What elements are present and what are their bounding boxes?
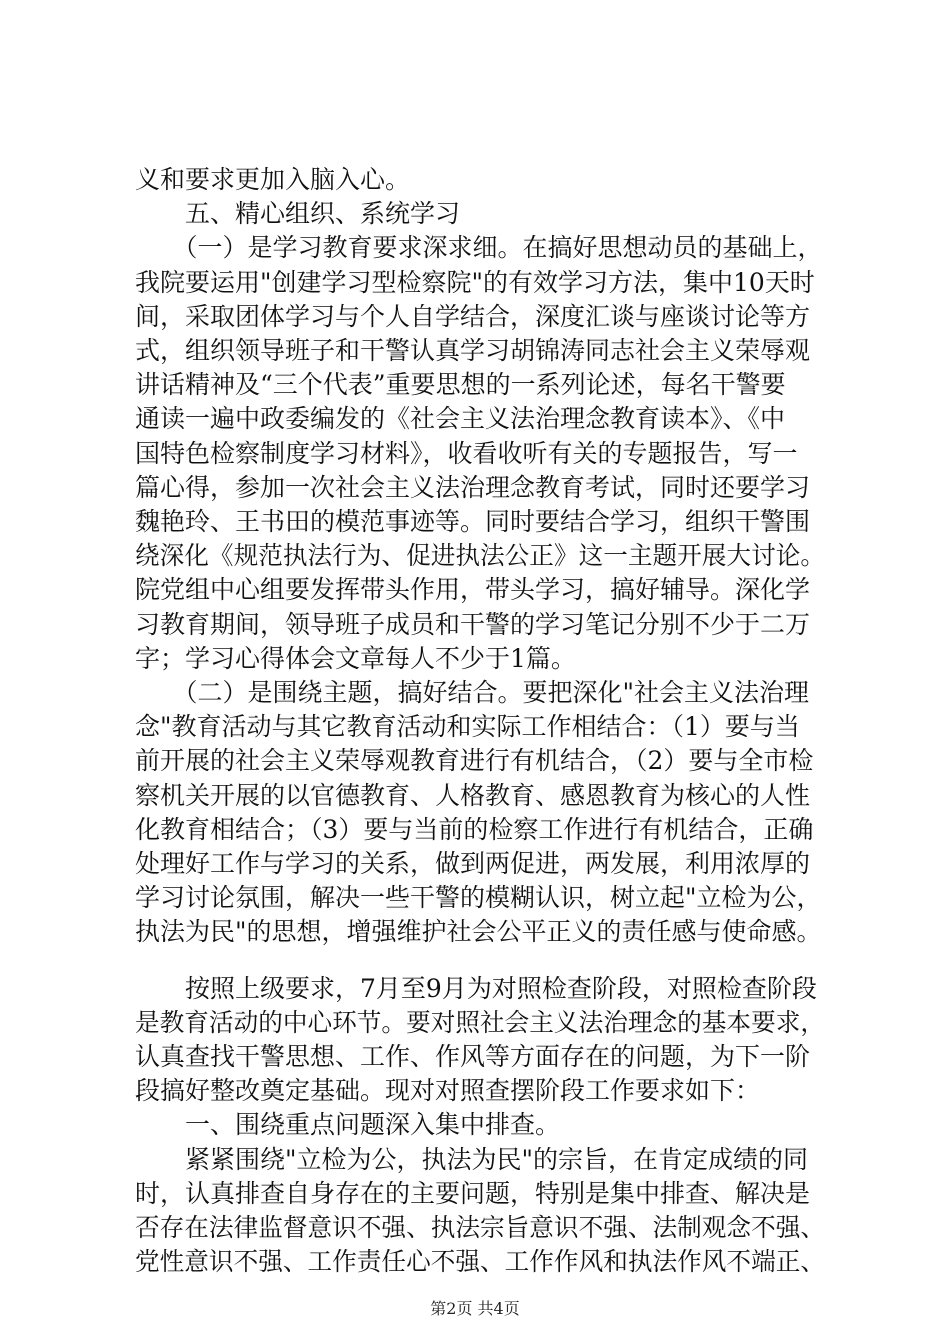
text-line: 党性意识不强、工作责任心不强、工作作风和执法作风不端正、 xyxy=(135,1247,826,1276)
text-line: 紧紧围绕"立检为公，执法为民"的宗旨，在肯定成绩的同 xyxy=(135,1145,809,1174)
section-heading: 一、围绕重点问题深入集中排查。 xyxy=(135,1110,561,1139)
page-footer: 第2页 共4页 xyxy=(430,1299,520,1318)
text-line: 式，组织领导班子和干警认真学习胡锦涛同志社会主义荣辱观 xyxy=(135,336,811,365)
text-line: 认真查找干警思想、工作、作风等方面存在的问题，为下一阶 xyxy=(135,1042,811,1071)
text-line: 执法为民"的思想，增强维护社会公平正义的责任感与使命感。 xyxy=(135,917,822,946)
text-line: 绕深化《规范执法行为、促进执法公正》这一主题开展大讨论。 xyxy=(135,541,826,570)
text-line: （一）是学习教育要求深求细。在搞好思想动员的基础上， xyxy=(135,233,823,262)
text-line: 习教育期间，领导班子成员和干警的学习笔记分别不少于二万 xyxy=(135,610,811,639)
section-heading: 五、精心组织、系统学习 xyxy=(135,199,461,228)
text-line: 篇心得，参加一次社会主义法治理念教育考试，同时还要学习 xyxy=(135,473,811,502)
text-line: 我院要运用"创建学习型检察院"的有效学习方法，集中10天时 xyxy=(135,268,815,297)
text-line: 段搞好整改奠定基础。现对对照查摆阶段工作要求如下： xyxy=(135,1076,761,1105)
text-line: 魏艳玲、王书田的模范事迹等。同时要结合学习，组织干警围 xyxy=(135,507,811,536)
text-line: （二）是围绕主题，搞好结合。要把深化"社会主义法治理 xyxy=(135,678,810,707)
text-line: 国特色检察制度学习材料》，收看收听有关的专题报告，写一 xyxy=(135,439,798,468)
text-line: 院党组中心组要发挥带头作用，带头学习，搞好辅导。深化学 xyxy=(135,575,811,604)
text-line: 字；学习心得体会文章每人不少于1篇。 xyxy=(135,644,576,673)
text-line: 间，采取团体学习与个人自学结合，深度汇谈与座谈讨论等方 xyxy=(135,302,811,331)
text-line: 学习讨论氛围，解决一些干警的模糊认识，树立起"立检为公， xyxy=(135,883,822,912)
text-line: 是教育活动的中心环节。要对照社会主义法治理念的基本要求， xyxy=(135,1008,826,1037)
text-line: 念"教育活动与其它教育活动和实际工作相结合：（1）要与当 xyxy=(135,712,800,741)
text-line: 化教育相结合；（3）要与当前的检察工作进行有机结合，正确 xyxy=(135,815,814,844)
text-line: 讲话精神及“三个代表”重要思想的一系列论述，每名干警要 xyxy=(135,370,786,399)
text-line: 处理好工作与学习的关系，做到两促进，两发展，利用浓厚的 xyxy=(135,849,811,878)
text-line: 按照上级要求，7月至9月为对照检查阶段，对照检查阶段 xyxy=(135,974,817,1003)
text-line: 通读一遍中政委编发的《社会主义法治理念教育读本》、《中 xyxy=(135,404,786,433)
text-line: 否存在法律监督意识不强、执法宗旨意识不强、法制观念不强、 xyxy=(135,1213,826,1242)
text-line: 察机关开展的以官德教育、人格教育、感恩教育为核心的人性 xyxy=(135,781,811,810)
text-line: 义和要求更加入脑入心。 xyxy=(135,165,411,194)
text-line: 前开展的社会主义荣辱观教育进行有机结合，（2）要与全市检 xyxy=(135,746,814,775)
text-line: 时，认真排查自身存在的主要问题，特别是集中排查、解决是 xyxy=(135,1179,811,1208)
